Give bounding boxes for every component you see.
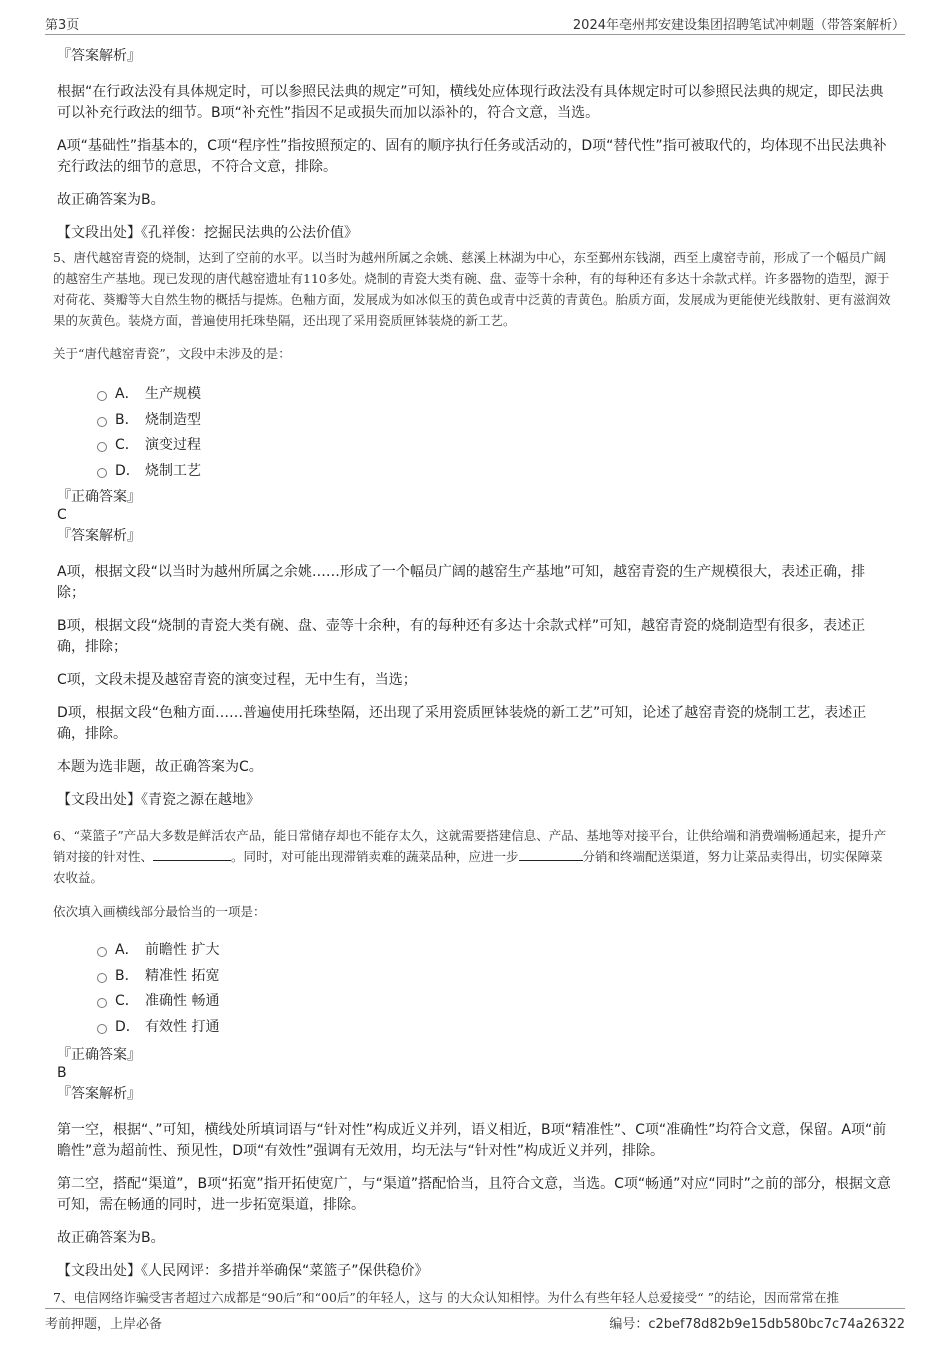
option-key: D． (115, 1018, 140, 1035)
analysis-label: 『答案解析』 (57, 1086, 141, 1102)
option-text: 准确性 畅通 (145, 993, 220, 1009)
q6-option-d[interactable] (57, 1015, 893, 1041)
radio-button[interactable] (97, 442, 107, 452)
q4-source (57, 223, 893, 244)
q7-stem: 7、电信网络诈骗受害者超过六成都是“90后”和“00后”的年轻人，这与 的大众认知相悖。为什么有些年轻人总爱接受“ ”的结论，因而常常在推 (53, 1290, 840, 1305)
document-title: 2024年亳州邦安建设集团招聘笔试冲刺题（带答案解析） (572, 18, 905, 33)
correct-answer-label: 『正确答案』 (57, 1047, 141, 1063)
q6-ask: 依次填入画横线部分最恰当的一项是： (53, 904, 266, 919)
option-text: 前瞻性 扩大 (145, 942, 220, 958)
q4-analysis-3: 故正确答案为B。 (57, 192, 165, 208)
q6-stem-part1: 6、“菜篮子”产品大多数是鲜活农产品，能日常储存却也不能存太久，这就需要搭建信息、产品、基地等对接平台，让供给端和消费端畅通起来，提升产销对接的针对性、 (53, 828, 887, 864)
option-key: C． (115, 993, 139, 1009)
q6-stem-part2: 。同时，对可能出现滞销卖难的蔬菜品种，应进一步 (231, 849, 519, 864)
footer-slogan: 考前押题，上岸必备 (45, 1317, 163, 1332)
source-label: 【文段出处】 (57, 225, 141, 241)
radio-button[interactable] (97, 417, 107, 427)
q5-analysis-5: 本题为选非题，故正确答案为C。 (57, 759, 263, 775)
option-key: D． (115, 462, 140, 479)
source-title: 《孔祥俊：挖掘民法典的公法价值》 (141, 225, 358, 241)
q6-analysis-1: 第一空，根据“、”可知，横线处所填词语与“针对性”构成近义并列，语义相近，B项“精准性”、C项“准确性”均符合文意，保留。A项“前瞻性”意为超前性、预见性，D项“有效性”强调有无效用，均无法与“针对性”构成近义并列，排除。 (57, 1122, 887, 1159)
q5-option-c[interactable] (57, 433, 893, 459)
page-number: 第3页 (45, 18, 80, 33)
option-text: 精准性 拓宽 (145, 967, 220, 984)
q5-analysis-2: B项，根据文段“烧制的青瓷大类有碗、盘、壶等十余种，有的每种还有多达十余款式样”可知，越窑青瓷的烧制造型有很多，表述正确，排除； (57, 618, 866, 655)
q6-options (57, 938, 893, 1040)
option-key: A． (115, 386, 139, 402)
q6-analysis-2: 第二空，搭配“渠道”，B项“拓宽”指开拓使宽广，与“渠道”搭配恰当，且符合文意，当选。C项“畅通”对应“同时”之前的部分，根据文意可知，需在畅通的同时，进一步拓宽渠道，排除。 (57, 1176, 891, 1213)
q6-option-b[interactable] (57, 964, 893, 990)
radio-button[interactable] (97, 973, 107, 983)
q6-stem (53, 825, 893, 888)
analysis-label: 『答案解析』 (57, 528, 141, 544)
radio-button[interactable] (97, 1024, 107, 1034)
radio-button[interactable] (97, 391, 107, 401)
q6-source (57, 1261, 893, 1282)
q5-option-b[interactable] (57, 408, 893, 434)
q5-analysis-3: C项，文段未提及越窑青瓷的演变过程，无中生有，当选； (57, 672, 417, 688)
q5-option-d[interactable] (57, 459, 893, 485)
q6-correct-answer: B (57, 1065, 67, 1081)
q5-correct-answer: C (57, 507, 67, 523)
option-key: B． (115, 967, 139, 984)
option-key: A． (115, 942, 139, 958)
source-title: 《青瓷之源在越地》 (141, 792, 260, 808)
q4-analysis-1: 根据“在行政法没有具体规定时，可以参照民法典的规定”可知，横线处应体现行政法没有具体规定时可以参照民法典的规定，即民法典可以补充行政法的细节。B项“补充性”指因不足或损失而加以添补的，符合文意，当选。 (57, 84, 884, 121)
radio-button[interactable] (97, 468, 107, 478)
q4-analysis-2: A项“基础性”指基本的，C项“程序性”指按照预定的、固有的顺序执行任务或活动的，D项“替代性”指可被取代的，均体现不出民法典补充行政法的细节的意思，不符合文意，排除。 (57, 138, 887, 175)
q5-option-a[interactable] (57, 382, 893, 408)
blank-line (153, 846, 231, 861)
page-header (45, 14, 905, 35)
page-footer (45, 1308, 905, 1331)
option-text: 烧制工艺 (145, 462, 201, 479)
option-text: 演变过程 (145, 437, 201, 453)
source-label: 【文段出处】 (57, 1263, 141, 1279)
option-text: 烧制造型 (145, 411, 201, 428)
source-label: 【文段出处】 (57, 792, 141, 808)
option-key: C． (115, 437, 139, 453)
q5-analysis-4: D项，根据文段“色釉方面……普遍使用托珠垫隔，还出现了采用瓷质匣钵装烧的新工艺”可知，论述了越窑青瓷的烧制工艺，表述正确，排除。 (57, 705, 867, 742)
radio-button[interactable] (97, 947, 107, 957)
q5-stem: 5、唐代越窑青瓷的烧制，达到了空前的水平。以当时为越州所属之余姚、慈溪上林湖为中心，东至鄞州东钱湖，西至上虞窑寺前，形成了一个幅员广阔的越窑生产基地。现已发现的唐代越窑遗址有110多处。烧制的青瓷大类有碗、盘、壶等十余种，有的每种还有多达十余款式样。许多器物的造型，源于对荷花、葵瓣等大自然生物的概括与提炼。色釉方面，发展成为如冰似玉的黄色或青中泛黄的青黄色。胎质方面，发展成为更能使光线散射、更有滋润效果的灰黄色。装烧方面，普遍使用托珠垫隔，还出现了采用瓷质匣钵装烧的新工艺。 (53, 250, 891, 328)
correct-answer-label: 『正确答案』 (57, 489, 141, 505)
q6-option-c[interactable] (57, 989, 893, 1015)
option-key: B． (115, 411, 139, 428)
source-title: 《人民网评：多措并举确保“菜篮子”保供稳价》 (141, 1263, 429, 1279)
q6-option-a[interactable] (57, 938, 893, 964)
blank-line (519, 846, 583, 861)
document-serial: 编号：c2bef78d82b9e15db580bc7c74a26322 (609, 1317, 905, 1332)
q5-source (57, 790, 893, 811)
radio-button[interactable] (97, 998, 107, 1008)
q5-options (57, 382, 893, 484)
q6-stem-part3: 分销和终端配送渠道，努力让菜品卖得出，切实保障菜农收益。 (53, 849, 883, 885)
option-text: 有效性 打通 (145, 1018, 220, 1035)
document-body (53, 44, 893, 1308)
option-text: 生产规模 (145, 386, 201, 402)
q5-analysis-1: A项，根据文段“以当时为越州所属之余姚……形成了一个幅员广阔的越窑生产基地”可知，越窑青瓷的生产规模很大，表述正确，排除； (57, 564, 866, 601)
q5-ask: 关于“唐代越窑青瓷”，文段中未涉及的是： (53, 346, 291, 361)
q6-analysis-3: 故正确答案为B。 (57, 1230, 165, 1246)
analysis-label: 『答案解析』 (57, 48, 141, 64)
